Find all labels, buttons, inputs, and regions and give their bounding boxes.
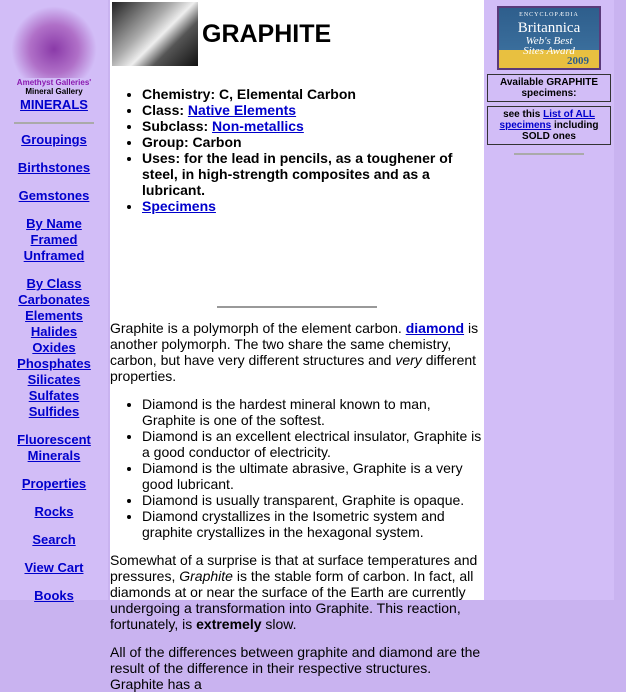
structure-paragraph: All of the differences between graphite and diamond are the result of the difference in their respective structures. Graphite has a xyxy=(110,644,481,692)
diamond-link[interactable]: diamond xyxy=(405,320,465,336)
all-specimens-link[interactable]: List of ALL specimens xyxy=(499,109,595,131)
nav-link[interactable]: Halides xyxy=(30,324,78,339)
fact-item: • Uses: for the lead in pencils, as a toughener of steel, in high-strength composites and as a lubricant. xyxy=(142,150,484,198)
fact-link[interactable]: Native Elements xyxy=(187,102,297,118)
nav-link[interactable]: By Class xyxy=(26,276,82,291)
britannica-award-badge[interactable]: ENCYCLOPÆDIA Britannica Web's Best Sites Award 2009 xyxy=(497,6,601,70)
logo-text: Amethyst Galleries' xyxy=(16,78,92,87)
right-sidebar xyxy=(484,0,614,600)
nav-link[interactable]: Properties xyxy=(21,476,87,491)
comparison-list xyxy=(110,396,484,540)
fact-item: • Group: Carbon xyxy=(142,134,484,150)
all-specimens-box: see this List of ALL specimens including SOLD ones xyxy=(487,106,611,145)
fact-item: • Chemistry: C, Elemental Carbon xyxy=(142,86,484,102)
fact-item: • Class: Native Elements xyxy=(142,102,484,118)
page-title: GRAPHITE xyxy=(202,19,332,48)
comparison-item: • Diamond is usually transparent, Graphite is opaque. xyxy=(142,492,484,508)
logo-subtext: Mineral Gallery xyxy=(25,87,83,96)
comparison-item: • Diamond is an excellent electrical insulator, Graphite is a good conductor of electricity. xyxy=(142,428,484,460)
divider xyxy=(14,122,94,124)
available-specimens-box: Available GRAPHITE specimens: xyxy=(487,74,611,102)
intro-paragraph: Graphite is a polymorph of the element carbon. diamond is another polymorph. The two share the same chemistry, carbon, but have very different structures and very different properties. xyxy=(110,320,479,384)
fact-link[interactable]: Non-metallics xyxy=(212,118,304,134)
nav-link[interactable]: Sulfides xyxy=(28,404,80,419)
divider xyxy=(514,153,584,155)
specimens-link[interactable]: Specimens xyxy=(142,198,216,214)
nav-link[interactable]: Birthstones xyxy=(17,160,91,175)
nav-link[interactable]: Rocks xyxy=(34,504,74,519)
comparison-item: • Diamond is the hardest mineral known to man, Graphite is one of the softest. xyxy=(142,396,484,428)
nav-link[interactable]: Search xyxy=(32,532,76,547)
main-content xyxy=(110,0,484,692)
nav-link[interactable]: Gemstones xyxy=(18,188,90,203)
nav-link[interactable]: Unframed xyxy=(23,248,85,263)
stability-paragraph: Somewhat of a surprise is that at surface temperatures and pressures, Graphite is the stable form of carbon. In fact, all diamonds at or near the surface of the Earth are currently undergoing a transformation into Graphite. This reaction, fortunately, is extremely slow. xyxy=(110,552,478,632)
nav-link[interactable]: Groupings xyxy=(21,132,87,147)
nav-link[interactable]: Silicates xyxy=(27,372,81,387)
nav-link[interactable]: Books xyxy=(34,588,74,603)
facts-list xyxy=(110,86,484,214)
nav-link[interactable]: By Name xyxy=(26,216,82,231)
divider xyxy=(217,306,377,308)
minerals-link[interactable]: MINERALS xyxy=(20,97,88,112)
nav-link[interactable]: Elements xyxy=(25,308,83,323)
graphite-image xyxy=(112,2,198,66)
comparison-item: • Diamond is the ultimate abrasive, Graphite is a very good lubricant. xyxy=(142,460,484,492)
nav-link[interactable]: Framed xyxy=(30,232,78,247)
nav-link[interactable]: View Cart xyxy=(24,560,84,575)
nav-link[interactable]: Phosphates xyxy=(17,356,91,371)
nav-link[interactable]: Fluorescent xyxy=(17,432,91,447)
left-sidebar xyxy=(0,0,108,603)
nav-link[interactable]: Sulfates xyxy=(28,388,80,403)
comparison-item: • Diamond crystallizes in the Isometric system and graphite crystallizes in the hexagonal system. xyxy=(142,508,484,540)
fact-item: • Subclass: Non-metallics xyxy=(142,118,484,134)
sidebar-nav xyxy=(0,132,108,604)
nav-link[interactable]: Carbonates xyxy=(18,292,90,307)
amethyst-logo[interactable] xyxy=(11,6,97,78)
nav-link[interactable]: Oxides xyxy=(32,340,76,355)
nav-link[interactable]: Minerals xyxy=(27,448,81,463)
